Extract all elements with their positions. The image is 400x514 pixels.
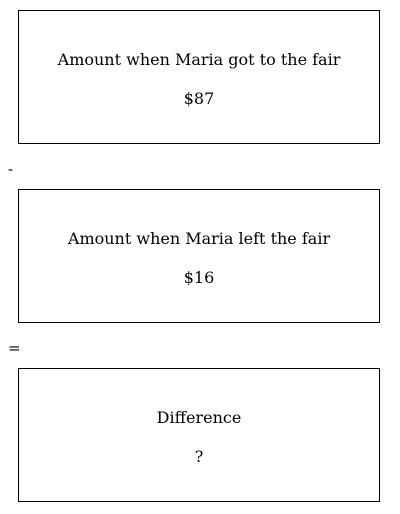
difference-label: Difference bbox=[156, 408, 242, 427]
difference-box bbox=[18, 368, 380, 502]
equals-operator: = bbox=[8, 339, 21, 357]
end-amount-value: $16 bbox=[183, 268, 215, 287]
start-amount-value: $87 bbox=[183, 89, 215, 108]
difference-value: ? bbox=[194, 447, 204, 466]
start-amount-label: Amount when Maria got to the fair bbox=[57, 50, 341, 69]
minus-operator: - bbox=[8, 160, 14, 178]
start-amount-box bbox=[18, 10, 380, 144]
end-amount-box bbox=[18, 189, 380, 323]
end-amount-label: Amount when Maria left the fair bbox=[67, 229, 331, 248]
